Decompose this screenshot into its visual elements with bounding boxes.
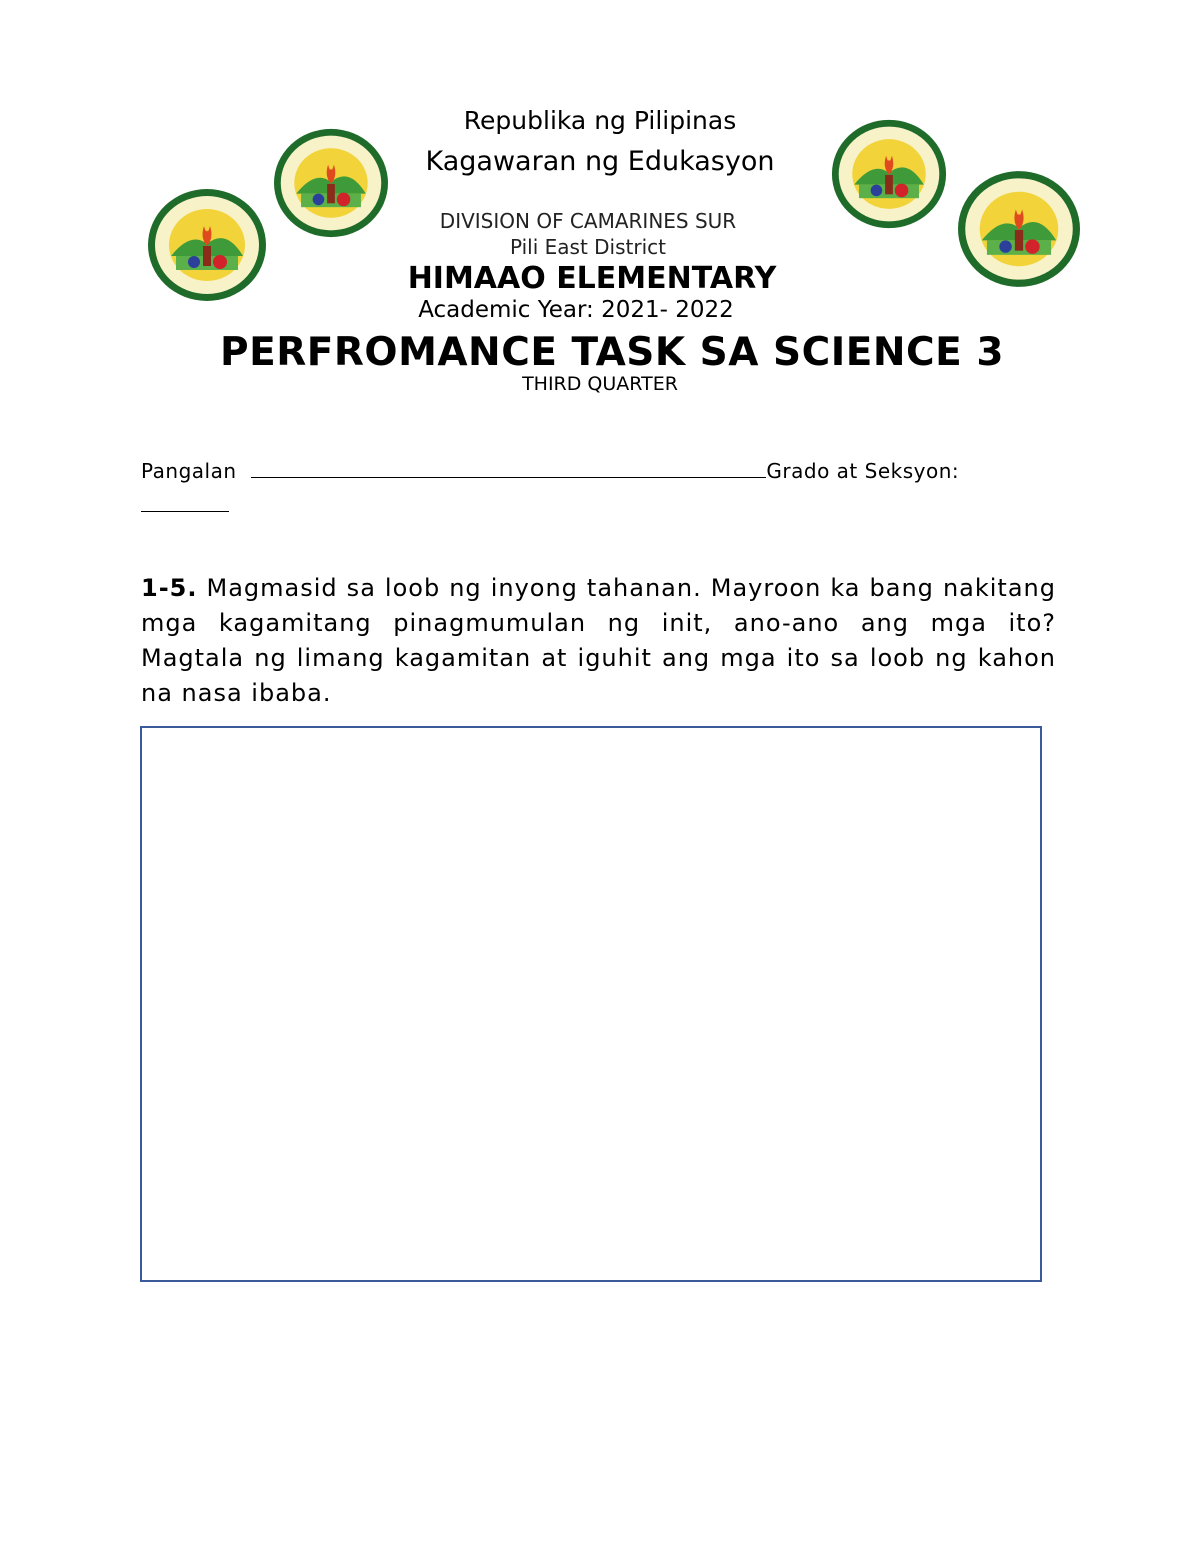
grade-section-label: Grado at Seksyon: [766, 459, 960, 483]
header-republic: Republika ng Pilipinas [463, 106, 737, 135]
task-instruction [141, 571, 1056, 711]
division-seal-logo-right-bottom [954, 168, 1084, 290]
page-title: PERFROMANCE TASK SA SCIENCE 3 [219, 330, 1005, 375]
task-text: Magmasid sa loob ng inyong tahanan. Mayroon ka bang nakitang mga kagamitang pinagmumulan ng init, ano-ano ang mga ito? Magtala ng limang kagamitan at iguhit ang mga ito sa loob ng kahon na nasa ibaba. [141, 574, 1056, 707]
student-info-row [141, 459, 959, 483]
header-department: Kagawaran ng Edukasyon [425, 146, 775, 177]
header-district: Pili East District [510, 235, 666, 259]
header-division: DIVISION OF CAMARINES SUR [439, 209, 737, 233]
school-name: HIMAAO ELEMENTARY [407, 261, 777, 296]
page-subtitle: THIRD QUARTER [522, 373, 678, 395]
grade-section-blank[interactable] [141, 495, 229, 512]
name-blank[interactable] [251, 459, 766, 478]
drawing-answer-box[interactable] [140, 726, 1042, 1282]
task-number: 1-5. [141, 574, 198, 602]
academic-year: Academic Year: 2021- 2022 [418, 297, 734, 323]
name-label: Pangalan [141, 459, 237, 483]
division-seal-logo-left-bottom [146, 186, 268, 304]
